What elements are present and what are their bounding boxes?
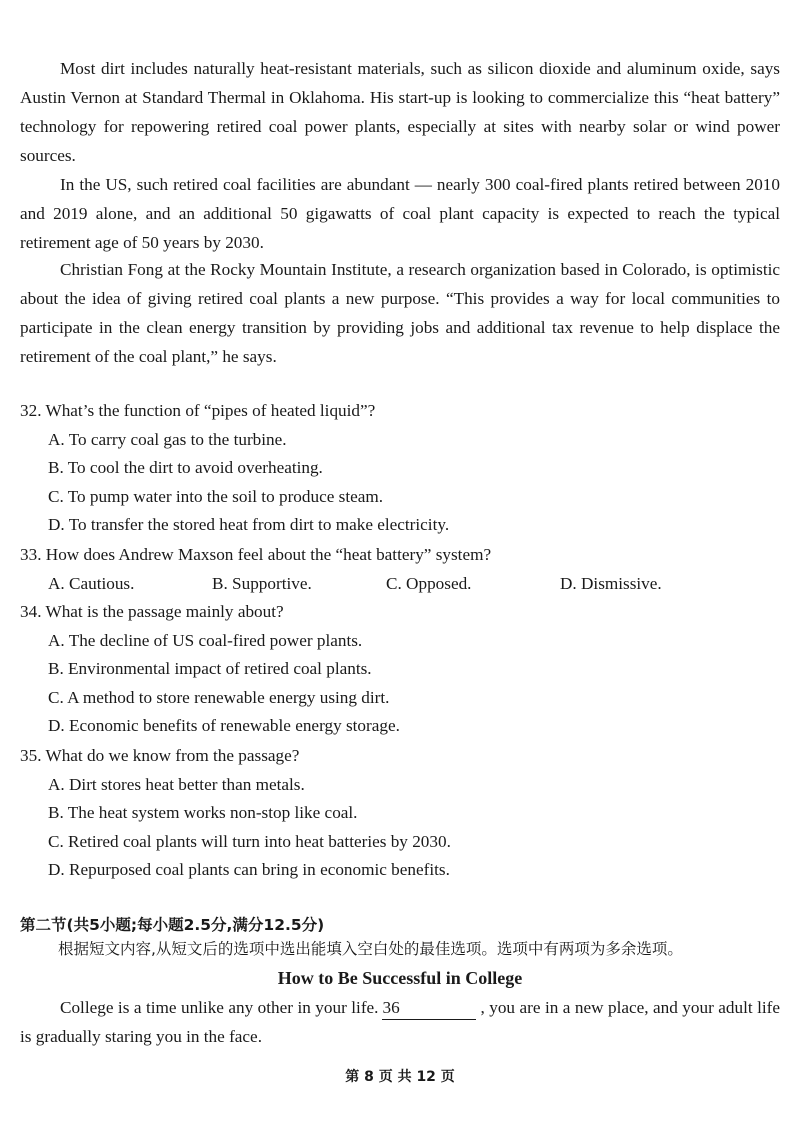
option-b: B. The heat system works non-stop like coal. — [48, 803, 358, 823]
option-b: B. Supportive. — [212, 573, 312, 593]
option-c: C. A method to store renewable energy using dirt. — [48, 687, 390, 707]
option-c: C. Retired coal plants will turn into heat batteries by 2030. — [48, 831, 451, 851]
passage-paragraph-2 — [20, 170, 780, 257]
passage-paragraph-1-text: Most dirt includes naturally heat-resistant materials, such as silicon dioxide and aluminum oxide, says Austin Vernon at Standard Thermal in Oklahoma. His start-up is looking to commercialize this “heat battery” technology for repowering retired coal power plants, especially at sites with nearby solar or wind power sources. — [20, 59, 780, 165]
option-row — [20, 570, 780, 599]
option-d: D. Dismissive. — [560, 573, 662, 593]
passage-paragraph-4 — [20, 993, 780, 1051]
question-stem: 32. What’s the function of “pipes of heated liquid”? — [20, 401, 376, 420]
option-b: B. Environmental impact of retired coal plants. — [48, 659, 372, 679]
option-a: A. To carry coal gas to the turbine. — [48, 429, 287, 449]
passage-title: How to Be Successful in College — [277, 968, 523, 988]
question-stem: 34. What is the passage mainly about? — [20, 602, 284, 621]
question-35 — [20, 742, 780, 885]
question-stem: 35. What do we know from the passage? — [20, 746, 300, 765]
passage-paragraph-3-text: Christian Fong at the Rocky Mountain Institute, a research organization based in Colorado, is optimistic about the idea of giving retired coal plants a new purpose. “This provides a way for local communities to participate in the clean energy transition by providing jobs and additional tax revenue to help displace the retirement of the coal plant,” he says. — [20, 260, 780, 366]
passage-paragraph-3 — [20, 255, 780, 371]
section-heading: 第二节(共5小题;每小题2.5分,满分12.5分) — [20, 916, 325, 934]
question-33 — [20, 541, 780, 598]
question-34 — [20, 598, 780, 741]
question-stem: 33. How does Andrew Maxson feel about the “heat battery” system? — [20, 545, 492, 564]
passage-paragraph-2-text: In the US, such retired coal facilities are abundant — nearly 300 coal-fired plants retired between 2010 and 2019 alone, and an additional 50 gigawatts of coal plant capacity is expected to reach the typical retirement age of 50 years by 2030. — [20, 175, 780, 252]
passage-paragraph-1 — [20, 54, 780, 170]
option-d: D. Repurposed coal plants can bring in economic benefits. — [48, 860, 450, 880]
option-c: C. Opposed. — [386, 573, 472, 593]
option-a: A. Dirt stores heat better than metals. — [48, 774, 305, 794]
option-d: D. To transfer the stored heat from dirt to make electricity. — [48, 515, 450, 535]
paragraph-text-before-blank: College is a time unlike any other in your life. — [60, 998, 379, 1017]
option-a: A. The decline of US coal-fired power plants. — [48, 630, 363, 650]
option-c: C. To pump water into the soil to produce steam. — [48, 486, 384, 506]
section-instruction: 根据短文内容,从短文后的选项中选出能填入空白处的最佳选项。选项中有两项为多余选项。 — [58, 940, 683, 958]
question-32 — [20, 397, 780, 540]
answer-blank-36[interactable]: 36 — [382, 997, 476, 1020]
page-footer: 第 8 页 共 12 页 — [345, 1069, 455, 1085]
option-d: D. Economic benefits of renewable energy storage. — [48, 716, 400, 736]
option-b: B. To cool the dirt to avoid overheating. — [48, 458, 323, 478]
option-a: A. Cautious. — [48, 573, 135, 593]
paragraph-text-after-blank: , you are in a new place, and your adult life is gradually staring you in the face. — [20, 998, 780, 1046]
